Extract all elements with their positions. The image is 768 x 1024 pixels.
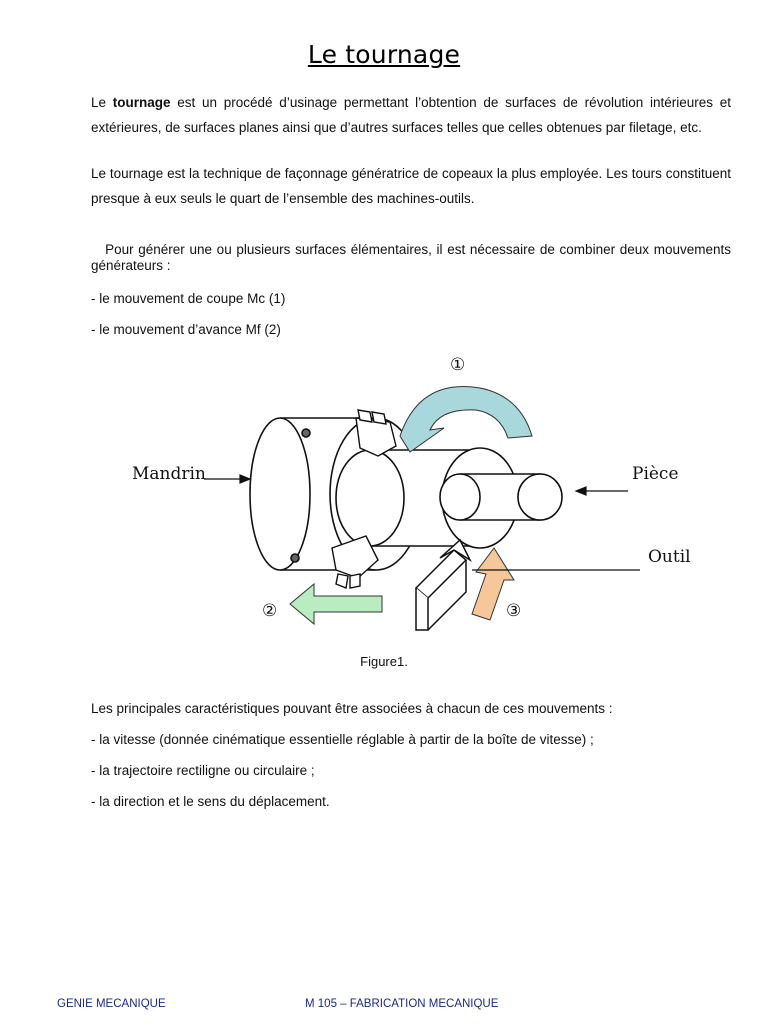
characteristic-item: - la vitesse (donnée cinématique essentielle réglable à partir de la boîte de vitesse) ; — [91, 732, 594, 747]
intro-prefix: Le — [91, 95, 113, 110]
figure-caption: Figure1. — [360, 654, 408, 669]
intro-rest: est un procédé d’usinage permettant l’obtention de surfaces de révolution intérieures et extérieures, de surfaces planes ainsi que d’autres surfaces telles que celles obtenues par filetage, etc. — [91, 95, 731, 135]
movement-item: - le mouvement d’avance Mf (2) — [91, 322, 281, 337]
chuck-jaw-top — [356, 410, 396, 456]
page-title: Le tournage — [307, 40, 461, 69]
paragraph-2: Le tournage est la technique de façonnage génératrice de copeaux la plus employée. Les tours constituent presque à eux seuls le quart de l’ensemble des machines-outils. — [91, 166, 731, 206]
turning-diagram — [120, 348, 691, 638]
intro-bold-term: tournage — [112, 95, 171, 110]
label-3: ③ — [506, 601, 522, 621]
footer-left: GENIE MECANIQUE — [57, 998, 166, 1010]
workpiece — [336, 448, 562, 548]
label-1: ① — [450, 355, 466, 375]
intro-paragraph — [91, 90, 731, 140]
footer-center: M 105 – FABRICATION MECANIQUE — [305, 998, 499, 1010]
feed-motion-arrow — [290, 584, 382, 624]
movement-item: - le mouvement de coupe Mc (1) — [91, 291, 286, 306]
paragraph-3: Pour générer une ou plusieurs surfaces élémentaires, il est nécessaire de combiner deux mouvements générateurs : — [91, 242, 735, 273]
cutting-tool — [416, 540, 470, 630]
outil-label: Outil — [648, 547, 691, 567]
characteristic-item: - la direction et le sens du déplacement. — [91, 794, 330, 809]
mandrin-label: Mandrin — [132, 464, 206, 484]
characteristic-item: - la trajectoire rectiligne ou circulaire ; — [91, 763, 315, 778]
label-2: ② — [262, 601, 278, 621]
characteristics-intro: Les principales caractéristiques pouvant être associées à chacun de ces mouvements : — [91, 701, 613, 716]
piece-label: Pièce — [632, 464, 679, 484]
cutting-motion-arrow — [400, 387, 532, 452]
